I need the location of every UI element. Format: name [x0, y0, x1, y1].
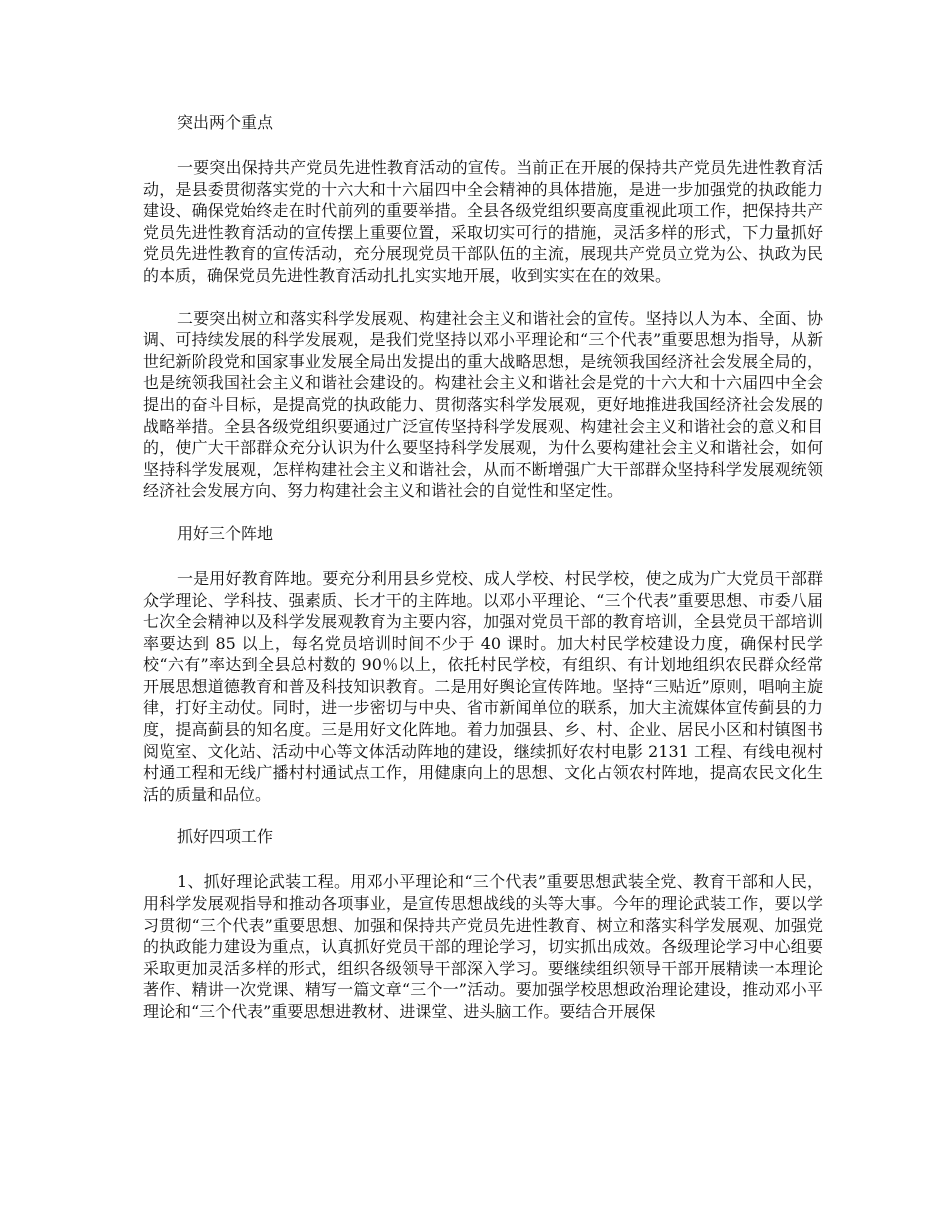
paragraph: 一要突出保持共产党员先进性教育活动的宣传。当前正在开展的保持共产党员先进性教育活动，是县委贯彻落实党的十六大和十六届四中全会精神的具体措施，是进一步加强党的执政能力建设、确保党始终走在时代前列的重要举措。全县各级党组织要高度重视此项工作，把保持共产党员先进性教育活动的宣传摆上重要位置，采取切实可行的措施，灵活多样的形式，下力量抓好党员先进性教育的宣传活动，充分展现党员干部队伍的主流，展现共产党员立党为公、执政为民的本质，确保党员先进性教育活动扎扎实实地开展，收到实实在在的效果。 — [143, 158, 823, 285]
paragraph: 二要突出树立和落实科学发展观、构建社会主义和谐社会的宣传。坚持以人为本、全面、协调、可持续发展的科学发展观，是我们党坚持以邓小平理论和“三个代表”重要思想为指导，从新世纪新阶段党和国家事业发展全局出发提出的重大战略思想，是统领我国经济社会发展全局的，也是统领我国社会主义和谐社会建设的。构建社会主义和谐社会是党的十六大和十六届四中全会提出的奋斗目标，是提高党的执政能力、贯彻落实科学发展观，更好地推进我国经济社会发展的战略举措。全县各级党组织要通过广泛宣传坚持科学发展观、构建社会主义和谐社会的意义和目的，使广大干部群众充分认识为什么要坚持科学发展观，为什么要构建社会主义和谐社会，如何坚持科学发展观，怎样构建社会主义和谐社会，从而不断增强广大干部群众坚持科学发展观统领经济社会发展方向、努力构建社会主义和谐社会的自觉性和坚定性。 — [143, 308, 823, 501]
section-heading: 用好三个阵地 — [177, 523, 274, 543]
document-page — [143, 112, 823, 1023]
paragraph: 一是用好教育阵地。要充分利用县乡党校、成人学校、村民学校，使之成为广大党员干部群众学理论、学科技、强素质、长才干的主阵地。以邓小平理论、“三个代表”重要思想、市委八届七次全会精神以及科学发展观教育为主要内容，加强对党员干部的教育培训，全县党员干部培训率要达到 85 以上，每名党员培训时间不少于 40 课时。加大村民学校建设力度，确保村民学校“六有”率达到全县总村数的 90％以上，依托村民学校，有组织、有计划地组织农民群众经常开展思想道德教育和普及科技知识教育。二是用好舆论宣传阵地。坚持“三贴近”原则，唱响主旋律，打好主动仗。同时，进一步密切与中央、省市新闻单位的联系，加大主流媒体宣传蓟县的力度，提高蓟县的知名度。三是用好文化阵地。着力加强县、乡、村、企业、居民小区和村镇图书阅览室、文化站、活动中心等文体活动阵地的建设，继续抓好农村电影 2131 工程、有线电视村村通工程和无线广播村村通试点工作，用健康向上的思想、文化占领农村阵地，提高农民文化生活的质量和品位。 — [143, 568, 823, 804]
section-heading: 抓好四项工作 — [177, 827, 274, 847]
section-heading: 突出两个重点 — [177, 113, 274, 132]
paragraph: 1、抓好理论武装工程。用邓小平理论和“三个代表”重要思想武装全党、教育干部和人民，用科学发展观指导和推动各项事业，是宣传思想战线的头等大事。今年的理论武装工作，要以学习贯彻“三个代表”重要思想、加强和保持共产党员先进性教育、树立和落实科学发展观、加强党的执政能力建设为重点，认真抓好党员干部的理论学习，切实抓出成效。各级理论学习中心组要采取更加灵活多样的形式，组织各级领导干部深入学习。要继续组织领导干部开展精读一本理论著作、精讲一次党课、精写一篇文章“三个一”活动。要加强学校思想政治理论建设，推动邓小平理论和“三个代表”重要思想进教材、进课堂、进头脑工作。要结合开展保 — [143, 872, 823, 1021]
